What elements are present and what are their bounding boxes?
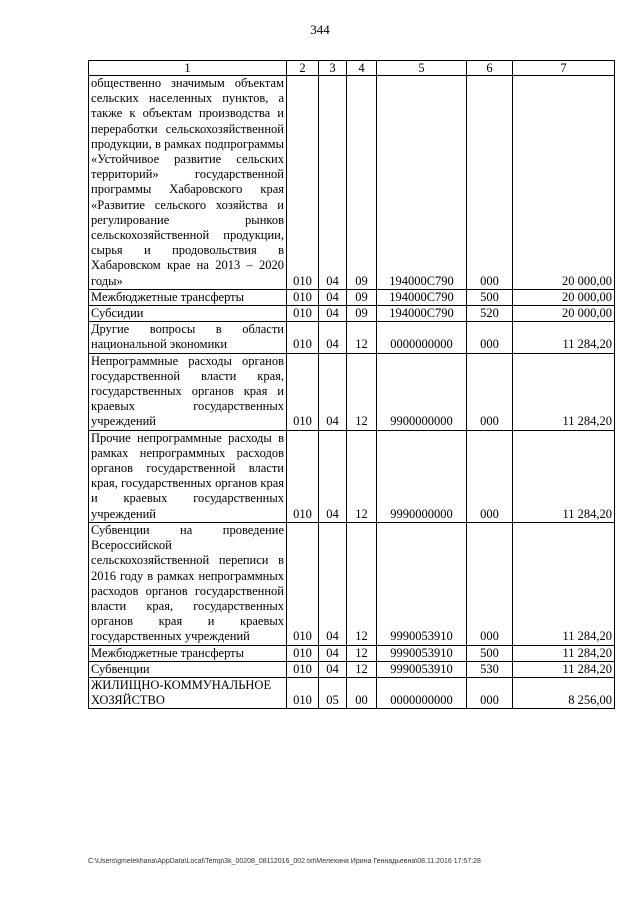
row-amount: 11 284,20 xyxy=(513,322,615,353)
row-subsection: 09 xyxy=(347,306,377,322)
row-section: 04 xyxy=(319,522,347,645)
row-section: 04 xyxy=(319,645,347,661)
row-target-article: 9990053910 xyxy=(377,645,467,661)
row-expense-type: 000 xyxy=(467,522,513,645)
table-row xyxy=(89,522,615,645)
page-number: 344 xyxy=(310,22,330,37)
row-section: 04 xyxy=(319,661,347,677)
row-expense-type: 000 xyxy=(467,430,513,522)
row-section: 04 xyxy=(319,353,347,430)
row-target-article: 194000С790 xyxy=(377,76,467,290)
row-amount: 20 000,00 xyxy=(513,306,615,322)
budget-table xyxy=(88,60,615,709)
row-subsection: 12 xyxy=(347,522,377,645)
row-target-article: 194000С790 xyxy=(377,289,467,305)
row-section: 04 xyxy=(319,76,347,290)
row-section: 04 xyxy=(319,430,347,522)
row-expense-type: 000 xyxy=(467,76,513,290)
row-target-article: 9900000000 xyxy=(377,353,467,430)
column-header: 7 xyxy=(513,61,615,76)
row-name: ЖИЛИЩНО-КОММУНАЛЬНОЕ ХОЗЯЙСТВО xyxy=(89,677,287,708)
row-target-article: 0000000000 xyxy=(377,322,467,353)
row-name: Субвенции xyxy=(89,661,287,677)
row-target-article: 0000000000 xyxy=(377,677,467,708)
row-name: Межбюджетные трансферты xyxy=(89,645,287,661)
row-expense-type: 500 xyxy=(467,645,513,661)
row-expense-type: 000 xyxy=(467,353,513,430)
row-expense-type: 000 xyxy=(467,322,513,353)
row-code-ministry: 010 xyxy=(287,76,319,290)
table-row xyxy=(89,661,615,677)
table-row xyxy=(89,645,615,661)
table-row xyxy=(89,289,615,305)
row-section: 05 xyxy=(319,677,347,708)
row-subsection: 12 xyxy=(347,322,377,353)
row-amount: 11 284,20 xyxy=(513,522,615,645)
row-code-ministry: 010 xyxy=(287,661,319,677)
row-expense-type: 500 xyxy=(467,289,513,305)
row-subsection: 12 xyxy=(347,430,377,522)
row-expense-type: 530 xyxy=(467,661,513,677)
row-amount: 20 000,00 xyxy=(513,76,615,290)
row-target-article: 194000С790 xyxy=(377,306,467,322)
row-code-ministry: 010 xyxy=(287,645,319,661)
column-header: 6 xyxy=(467,61,513,76)
row-expense-type: 520 xyxy=(467,306,513,322)
row-subsection: 00 xyxy=(347,677,377,708)
row-amount: 11 284,20 xyxy=(513,430,615,522)
table-row xyxy=(89,322,615,353)
row-amount: 11 284,20 xyxy=(513,353,615,430)
table-row xyxy=(89,353,615,430)
row-name: Другие вопросы в области национальной экономики xyxy=(89,322,287,353)
row-name: Непрограммные расходы органов государственной власти края, государственных органов края и краевых государственных учреждений xyxy=(89,353,287,430)
row-code-ministry: 010 xyxy=(287,289,319,305)
row-target-article: 9990053910 xyxy=(377,522,467,645)
row-name: общественно значимым объектам сельских населенных пунктов, а также к объектам производства и переработки сельскохозяйственной продукции, в рамках подпрограммы «Устойчивое развитие сельских территорий» государственной программы Хабаровского края «Развитие сельского хозяйства и регулирование рынков сельскохозяйственной продукции, сырья и продовольствия в Хабаровском крае на 2013 – 2020 годы» xyxy=(89,76,287,290)
table-row xyxy=(89,677,615,708)
row-section: 04 xyxy=(319,322,347,353)
column-header: 2 xyxy=(287,61,319,76)
row-subsection: 09 xyxy=(347,289,377,305)
column-header: 3 xyxy=(319,61,347,76)
table-row xyxy=(89,76,615,290)
row-expense-type: 000 xyxy=(467,677,513,708)
row-name: Межбюджетные трансферты xyxy=(89,289,287,305)
table-row xyxy=(89,430,615,522)
row-subsection: 12 xyxy=(347,661,377,677)
row-code-ministry: 010 xyxy=(287,306,319,322)
row-code-ministry: 010 xyxy=(287,522,319,645)
file-path-footer: C:\Users\gmelekhana\AppData\Local\Temp\3k_00208_08112016_002.txt\Мелехина Ирина Геннадьевна\08.11.2016 17:57:28 xyxy=(88,858,481,865)
column-header: 5 xyxy=(377,61,467,76)
row-target-article: 9990053910 xyxy=(377,661,467,677)
row-amount: 11 284,20 xyxy=(513,661,615,677)
row-code-ministry: 010 xyxy=(287,430,319,522)
row-subsection: 09 xyxy=(347,76,377,290)
row-name: Прочие непрограммные расходы в рамках непрограммных расходов органов государственной власти края, государственных органов края и краевых государственных учреждений xyxy=(89,430,287,522)
row-section: 04 xyxy=(319,306,347,322)
row-amount: 8 256,00 xyxy=(513,677,615,708)
column-header: 4 xyxy=(347,61,377,76)
row-amount: 11 284,20 xyxy=(513,645,615,661)
row-code-ministry: 010 xyxy=(287,353,319,430)
row-code-ministry: 010 xyxy=(287,322,319,353)
table-header-row xyxy=(89,61,615,76)
table-row xyxy=(89,306,615,322)
row-target-article: 9990000000 xyxy=(377,430,467,522)
row-subsection: 12 xyxy=(347,353,377,430)
column-header: 1 xyxy=(89,61,287,76)
row-name: Субвенции на проведение Всероссийской сельскохозяйственной переписи в 2016 году в рамках непрограммных расходов органов государственной власти края, государственных органов края и краевых государственных учреждений xyxy=(89,522,287,645)
row-code-ministry: 010 xyxy=(287,677,319,708)
row-section: 04 xyxy=(319,289,347,305)
row-name: Субсидии xyxy=(89,306,287,322)
row-subsection: 12 xyxy=(347,645,377,661)
row-amount: 20 000,00 xyxy=(513,289,615,305)
